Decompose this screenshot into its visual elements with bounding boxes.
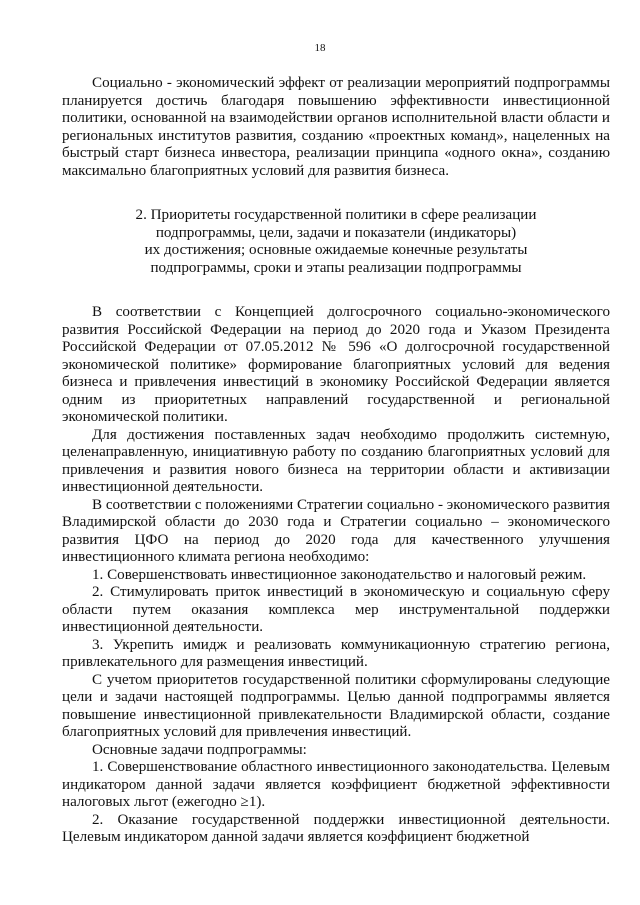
section-heading <box>62 207 610 277</box>
paragraph-main-tasks-label: Основные задачи подпрограммы: <box>92 741 307 758</box>
list-item-1: 1. Совершенствовать инвестиционное законодательство и налоговый режим. <box>92 566 587 583</box>
intro-paragraph: Социально - экономический эффект от реализации мероприятий подпрограммы планируется достичь благодаря повышению эффективности инвестиционной политики, основанной на взаимодействии органов исполнительной власти области и региональных институтов развития, созданию «проектных команд», нацеленных на быстрый старт бизнеса инвестора, реализации принципа «одного окна», созданию максимально благоприятных условий для развития бизнеса. <box>62 75 610 179</box>
paragraph-strategy: В соответствии с положениями Стратегии социально - экономического развития Владимирской области до 2030 года и Стратегии социально – экономического развития ЦФО на период до 2020 года для качественного улучшения инвестиционного климата региона необходимо: <box>62 496 610 565</box>
paragraph-goals: С учетом приоритетов государственной политики сформулированы следующие цели и задачи настоящей подпрограммы. Целью данной подпрограммы является повышение инвестиционной привлекательности Владимирской области, создание благоприятных условий для привлечения инвестиций. <box>62 671 610 740</box>
task-item-1: 1. Совершенствование областного инвестиционного законодательства. Целевым индикатором данной задачи является коэффициент бюджетной эффективности налоговых льгот (ежегодно ≥1). <box>62 759 610 810</box>
section-heading-line: их достижения; основные ожидаемые конечные результаты <box>144 242 528 258</box>
paragraph-tasks: Для достижения поставленных задач необходимо продолжить системную, целенаправленную, инициативную работу по созданию благоприятных условий для привлечения и развития нового бизнеса на территории области и активизации инвестиционной деятельности. <box>62 426 610 495</box>
task-item-2: 2. Оказание государственной поддержки инвестиционной деятельности. Целевым индикатором данной задачи является коэффициент бюджетной <box>62 811 610 845</box>
section-heading-line: 2. Приоритеты государственной политики в сфере реализации <box>135 207 537 223</box>
section-heading-line: подпрограммы, сроки и этапы реализации подпрограммы <box>150 259 522 276</box>
paragraph-concept: В соответствии с Концепцией долгосрочного социально-экономического развития Российской Федерации на период до 2020 года и Указом Президента Российской Федерации от 07.05.2012 № 596 «О долгосрочной государственной экономической политике» формирование благоприятных условий для ведения бизнеса и привлечения инвестиций в экономику Российской Федерации является одним из приоритетных направлений государственной и региональной экономической политики. <box>62 304 610 425</box>
list-item-2: 2. Стимулировать приток инвестиций в экономическую и социальную сферу области путем оказания комплекса мер инструментальной поддержки инвестиционной деятельности. <box>62 584 610 635</box>
section-heading-line: подпрограммы, цели, задачи и показатели (индикаторы) <box>155 224 517 241</box>
list-item-3: 3. Укрепить имидж и реализовать коммуникационную стратегию региона, привлекательного для размещения инвестиций. <box>62 636 610 670</box>
document-body <box>62 75 610 847</box>
page-number: 18 <box>314 42 326 54</box>
